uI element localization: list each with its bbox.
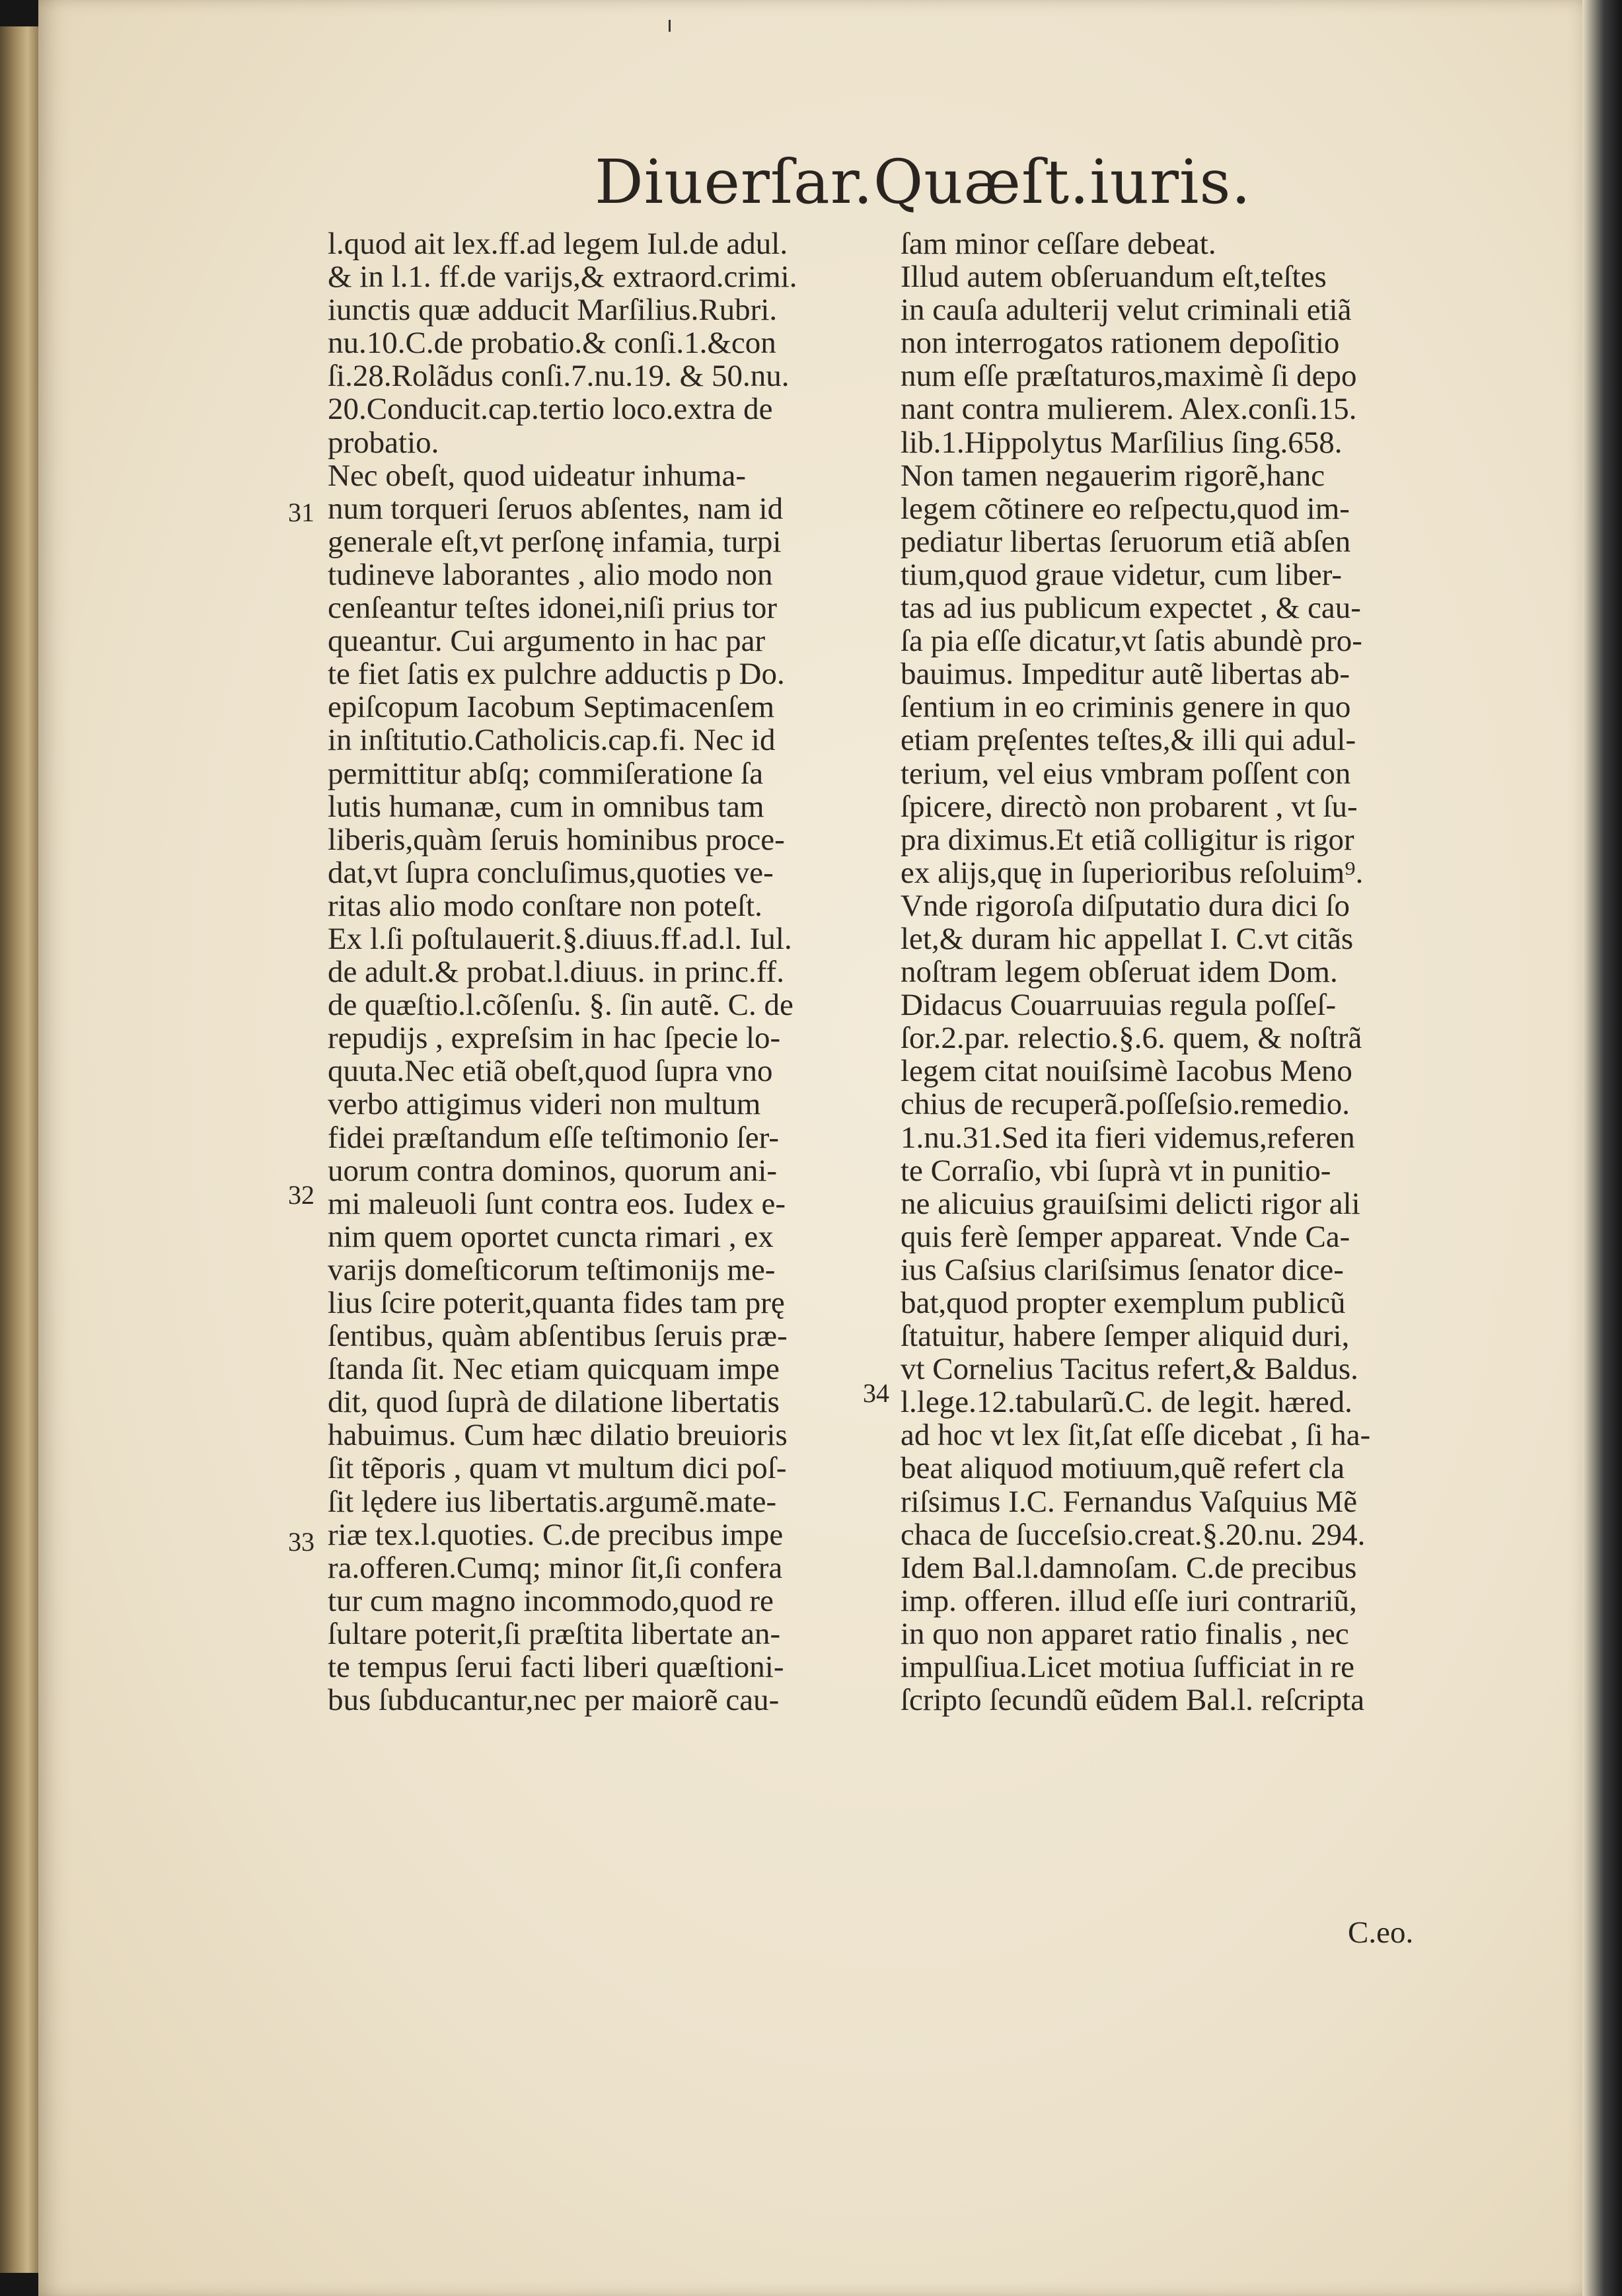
text-line: ſor.2.par. relectio.§.6. quem, & noſtrã: [901, 1021, 1362, 1056]
text-line: ſcripto ſecundũ eũdem Bal.l. reſcripta: [901, 1683, 1365, 1718]
text-line: legem citat nouiſsimè Iacobus Meno: [901, 1054, 1352, 1089]
left-column: [328, 227, 856, 1717]
text-line: num eſſe præſtaturos,maximè ſi depo: [901, 359, 1357, 394]
text-line: imp. offeren. illud eſſe iuri contrariũ,: [901, 1583, 1357, 1618]
text-line: lius ſcire poterit,quanta fides tam prę: [328, 1286, 785, 1320]
text-line: Illud autem obſeruandum eſt,teſtes: [901, 260, 1327, 295]
right-page-edge: [1582, 0, 1622, 2296]
catchword: C.eo.: [1348, 1915, 1414, 1950]
text-line: ritas alio modo conſtare non poteſt.: [328, 888, 762, 923]
margin-number-33: 33: [288, 1527, 314, 1557]
text-line: Vnde rigoroſa diſputatio dura dici ſo: [901, 888, 1350, 923]
text-line: Non tamen negauerim rigorẽ,hanc: [901, 458, 1325, 493]
text-line: varijs domeſticorum teſtimonijs me-: [328, 1252, 776, 1287]
text-line: te Corraſio, vbi ſuprà vt in punitio-: [901, 1153, 1331, 1188]
text-line: probatio.: [328, 425, 439, 460]
text-line: Ex l.ſi poſtulauerit.§.diuus.ff.ad.l. Iul.: [328, 921, 792, 956]
text-line: chius de recuperã.poſſeſsio.remedio.: [901, 1087, 1350, 1122]
text-line: bus ſubducantur,nec per maiorẽ cau-: [328, 1683, 780, 1718]
page-block-edge: [0, 26, 40, 2273]
text-line: 1.nu.31.Sed ita fieri videmus,referen: [901, 1120, 1355, 1155]
text-line: in cauſa adulterij velut criminali etiã: [901, 293, 1352, 328]
text-line: in inſtitutio.Catholicis.cap.fi. Nec id: [328, 723, 776, 758]
text-line: ne alicuius grauiſsimi delicti rigor ali: [901, 1186, 1360, 1221]
text-line: dat,vt ſupra concluſimus,quoties ve-: [328, 855, 774, 890]
text-line: ad hoc vt lex ſit,ſat eſſe dicebat , ſi ha-: [901, 1418, 1371, 1453]
text-line: dit, quod ſuprà de dilatione libertatis: [328, 1385, 780, 1420]
text-line: ſpicere, directò non probarent , vt ſu-: [901, 789, 1358, 824]
text-line: let,& duram hic appellat I. C.vt citãs: [901, 921, 1354, 956]
text-line: cenſeantur teſtes idonei,niſi prius tor: [328, 591, 778, 626]
text-line: mi maleuoli ſunt contra eos. Iudex e-: [328, 1186, 786, 1221]
text-line: terium, vel eius vmbram poſſent con: [901, 756, 1351, 791]
text-line: nim quem oportet cuncta rimari , ex: [328, 1219, 774, 1254]
text-line: riſsimus I.C. Fernandus Vaſquius Mẽ: [901, 1484, 1358, 1519]
text-line: lutis humanæ, cum in omnibus tam: [328, 789, 764, 824]
text-line: repudijs , expreſsim in hac ſpecie lo-: [328, 1021, 781, 1056]
text-line: verbo attigimus videri non multum: [328, 1087, 761, 1122]
text-line: ſit tẽporis , quam vt multum dici poſ-: [328, 1451, 787, 1486]
text-line: tur cum magno incommodo,quod re: [328, 1583, 774, 1618]
text-line: legem cõtinere eo reſpectu,quod im-: [901, 491, 1350, 526]
text-line: fidei præſtandum eſſe teſtimonio ſer-: [328, 1120, 779, 1155]
text-line: nu.10.C.de probatio.& conſi.1.&con: [328, 326, 776, 361]
running-head: Diuerſar.Quæſt.iuris.: [595, 147, 1251, 217]
text-line: Idem Bal.l.damnoſam. C.de precibus: [901, 1550, 1357, 1585]
text-line: ſentium in eo criminis genere in quo: [901, 690, 1351, 725]
text-line: ſentibus, quàm abſentibus ſeruis præ-: [328, 1319, 788, 1354]
text-line: ſultare poterit,ſi præſtita libertate an-: [328, 1616, 781, 1651]
text-line: riæ tex.l.quoties. C.de precibus impe: [328, 1517, 784, 1552]
text-line: ius Caſsius clariſsimus ſenator dice-: [901, 1252, 1344, 1287]
text-line: impulſiua.Licet motiua ſufficiat in re: [901, 1650, 1354, 1685]
text-line: iunctis quæ adducit Marſilius.Rubri.: [328, 293, 778, 328]
text-line: nant contra mulierem. Alex.conſi.15.: [901, 392, 1357, 427]
text-line: 20.Conducit.cap.tertio loco.extra de: [328, 392, 773, 427]
text-line: liberis,quàm ſeruis hominibus proce-: [328, 822, 785, 857]
text-line: ſit lędere ius libertatis.argumẽ.mate-: [328, 1484, 777, 1519]
top-mark: [669, 20, 671, 32]
text-line: tudineve laborantes , alio modo non: [328, 557, 773, 592]
text-line: ſa pia eſſe dicatur,vt ſatis abundè pro-: [901, 624, 1362, 659]
text-line: permittitur abſq; commiſeratione ſa: [328, 756, 764, 791]
text-line: ſam minor ceſſare debeat.: [901, 227, 1216, 261]
text-line: pra diximus.Et etiã colligitur is rigor: [901, 822, 1354, 857]
text-line: beat aliquod motiuum,quẽ refert cla: [901, 1451, 1345, 1486]
right-column: [901, 227, 1429, 1717]
text-line: in quo non apparet ratio finalis , nec: [901, 1616, 1349, 1651]
text-line: noſtram legem obſeruat idem Dom.: [901, 955, 1338, 990]
text-line: te fiet ſatis ex pulchre adductis p Do.: [328, 657, 785, 692]
text-line: num torqueri ſeruos abſentes, nam id: [328, 491, 784, 526]
text-line: ſtatuitur, habere ſemper aliquid duri,: [901, 1319, 1350, 1354]
text-line: ſi.28.Rolãdus conſi.7.nu.19. & 50.nu.: [328, 359, 790, 394]
text-line: queantur. Cui argumento in hac par: [328, 624, 766, 659]
text-line: ra.offeren.Cumq; minor ſit,ſi confera: [328, 1550, 783, 1585]
text-line: pediatur libertas ſeruorum etiã abſen: [901, 524, 1351, 559]
text-line: bat,quod propter exemplum publicũ: [901, 1286, 1346, 1320]
text-line: uorum contra dominos, quorum ani-: [328, 1153, 778, 1188]
text-line: chaca de ſucceſsio.creat.§.20.nu. 294.: [901, 1517, 1366, 1552]
text-line: te tempus ſerui facti liberi quæſtioni-: [328, 1650, 784, 1685]
text-line: tas ad ius publicum expectet , & cau-: [901, 591, 1361, 626]
margin-number-34: 34: [863, 1378, 889, 1408]
text-line: habuimus. Cum hæc dilatio breuioris: [328, 1418, 788, 1453]
text-line: l.lege.12.tabularũ.C. de legit. hæred.: [901, 1385, 1352, 1420]
text-line: & in l.1. ff.de varijs,& extraord.crimi.: [328, 260, 797, 295]
text-line: non interrogatos rationem depoſitio: [901, 326, 1340, 361]
text-line: quuta.Nec etiã obeſt,quod ſupra vno: [328, 1054, 773, 1089]
margin-number-31: 31: [288, 498, 314, 527]
text-line: epiſcopum Iacobum Septimacenſem: [328, 690, 775, 725]
text-line: ex alijs,quę in ſuperioribus reſoluim⁹.: [901, 855, 1364, 890]
text-line: quis ferè ſemper appareat. Vnde Ca-: [901, 1219, 1350, 1254]
text-line: bauimus. Impeditur autẽ libertas ab-: [901, 657, 1350, 692]
margin-number-32: 32: [288, 1180, 314, 1210]
text-line: etiam pręſentes teſtes,& illi qui adul-: [901, 723, 1356, 758]
text-line: ſtanda ſit. Nec etiam quicquam impe: [328, 1352, 780, 1387]
text-line: Didacus Couarruuias regula poſſeſ-: [901, 988, 1337, 1023]
text-line: generale eſt,vt perſonę infamia, turpi: [328, 524, 782, 559]
text-line: de quæſtio.l.cõſenſu. §. ſin autẽ. C. de: [328, 988, 793, 1023]
text-line: lib.1.Hippolytus Marſilius ſing.658.: [901, 425, 1343, 460]
text-line: de adult.& probat.l.diuus. in princ.ff.: [328, 955, 784, 990]
text-line: Nec obeſt, quod uideatur inhuma-: [328, 458, 747, 493]
text-line: vt Cornelius Tacitus refert,& Baldus.: [901, 1352, 1358, 1387]
text-line: tium,quod graue videtur, cum liber-: [901, 557, 1343, 592]
text-line: l.quod ait lex.ff.ad legem Iul.de adul.: [328, 227, 788, 261]
